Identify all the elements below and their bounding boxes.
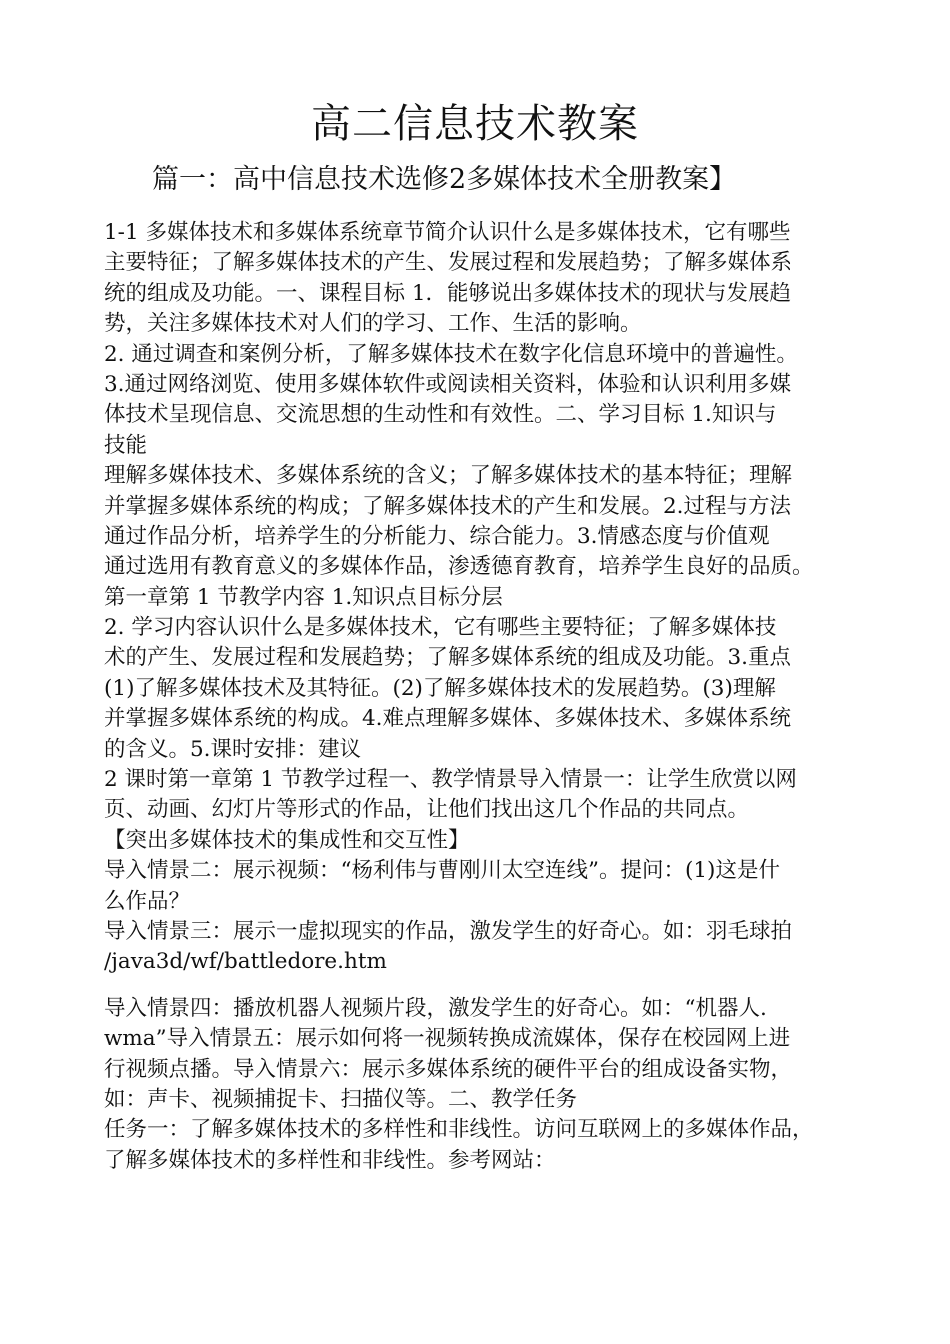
body-line: 3.通过网络浏览、使用多媒体软件或阅读相关资料，体验和认识利用多媒 (104, 371, 792, 397)
body-line: 并掌握多媒体系统的构成。4.难点理解多媒体、多媒体技术、多媒体系统 (104, 706, 792, 732)
body-line: 理解多媒体技术、多媒体系统的含义；了解多媒体技术的基本特征；理解 (104, 463, 793, 489)
body-line: 2 课时第一章第 1 节教学过程一、教学情景导入情景一：让学生欣赏以网 (104, 767, 797, 793)
body-line: 页、动画、幻灯片等形式的作品，让他们找出这几个作品的共同点。 (104, 797, 750, 823)
body-line: 体技术呈现信息、交流思想的生动性和有效性。二、学习目标 1.知识与 (104, 402, 777, 428)
body-line-url: /java3d/wf/battledore.htm (104, 949, 387, 975)
body-line: 导入情景三：展示一虚拟现实的作品，激发学生的好奇心。如：羽毛球拍 (104, 918, 793, 944)
body-line: 的含义。5.课时安排：建议 (104, 736, 362, 762)
body-line: 第一章第 1 节教学内容 1.知识点目标分层 (104, 584, 503, 610)
body-line: 导入情景四：播放机器人视频片段，激发学生的好奇心。如：“机器人. (104, 995, 767, 1021)
body-line: 势，关注多媒体技术对人们的学习、工作、生活的影响。 (104, 311, 642, 337)
document-subtitle: 篇一：高中信息技术选修2多媒体技术全册教案】 (152, 164, 737, 195)
body-line: 行视频点播。导入情景六：展示多媒体系统的硬件平台的组成设备实物， (104, 1056, 793, 1082)
body-line: (1)了解多媒体技术及其特征。(2)了解多媒体技术的发展趋势。(3)理解 (104, 675, 776, 701)
body-line: 【突出多媒体技术的集成性和交互性】 (104, 827, 470, 853)
body-line: 统的组成及功能。一、课程目标 1．能够说出多媒体技术的现状与发展趋 (104, 280, 792, 306)
body-line: 导入情景二：展示视频：“杨利伟与曹刚川太空连线”。提问：(1)这是什 (104, 858, 780, 884)
body-line: 1-1 多媒体技术和多媒体系统章节简介认识什么是多媒体技术，它有哪些 (104, 220, 791, 245)
paragraph-gap (104, 978, 874, 994)
body-line: 术的产生、发展过程和发展趋势；了解多媒体系统的组成及功能。3.重点 (104, 645, 792, 671)
document-title: 高二信息技术教案 (311, 101, 639, 147)
body-line: 通过选用有教育意义的多媒体作品，渗透德育教育，培养学生良好的品质。 (104, 554, 814, 580)
body-line: 2. 通过调查和案例分析，了解多媒体技术在数字化信息环境中的普遍性。 (104, 341, 798, 367)
body-line: 2. 学习内容认识什么是多媒体技术，它有哪些主要特征；了解多媒体技 (104, 615, 777, 641)
body-line: 技能 (104, 432, 148, 458)
body-line: 如：声卡、视频捕捉卡、扫描仪等。二、教学任务 (104, 1086, 578, 1112)
body-line: 并掌握多媒体系统的构成；了解多媒体技术的产生和发展。2.过程与方法 (104, 493, 792, 519)
body-line: 通过作品分析，培养学生的分析能力、综合能力。3.情感态度与价值观 (104, 523, 770, 549)
document-body (104, 218, 874, 1176)
body-line: 了解多媒体技术的多样性和非线性。参考网站： (104, 1147, 556, 1173)
body-line: 么作品？ (104, 888, 191, 914)
body-line: 任务一：了解多媒体技术的多样性和非线性。访问互联网上的多媒体作品， (104, 1117, 814, 1143)
body-line: 主要特征；了解多媒体技术的产生、发展过程和发展趋势；了解多媒体系 (104, 250, 793, 276)
body-line: wma”导入情景五：展示如何将一视频转换成流媒体，保存在校园网上进 (104, 1026, 791, 1052)
